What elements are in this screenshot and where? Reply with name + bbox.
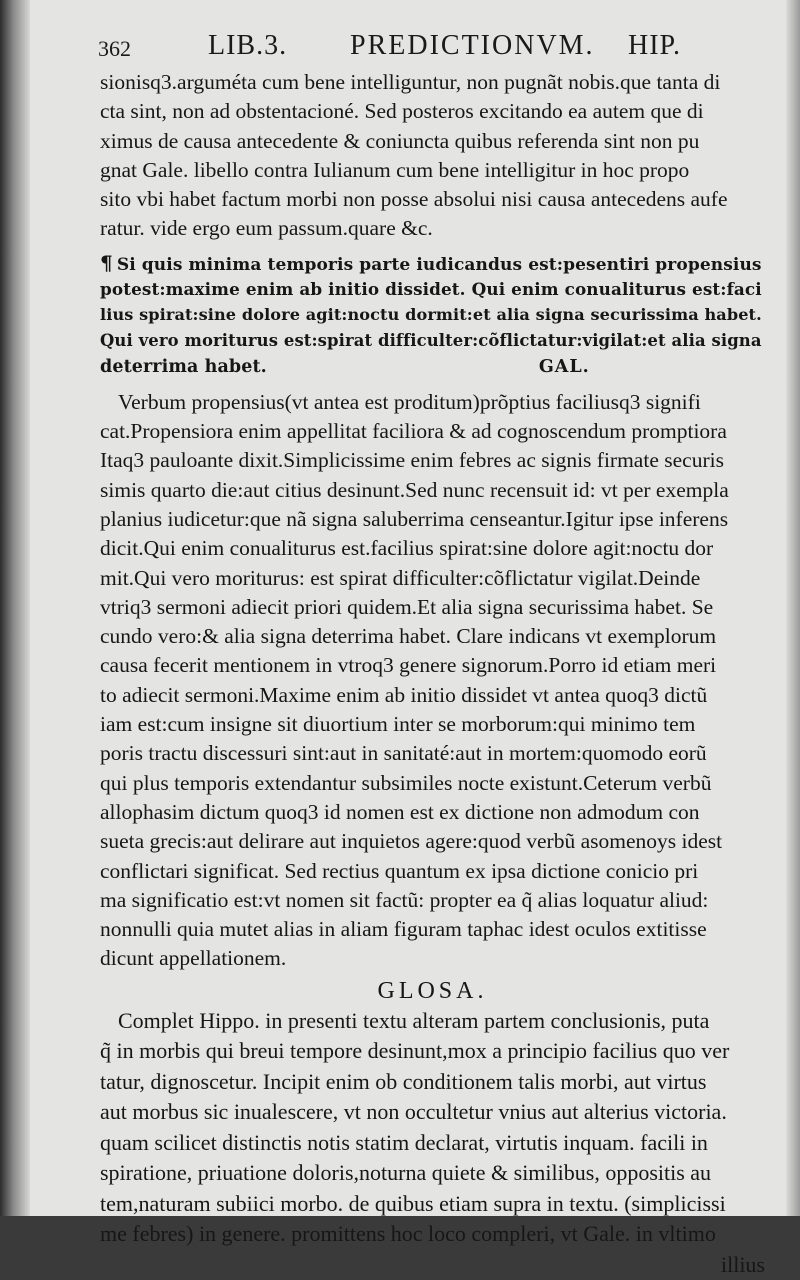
text-line: sionisq3.arguméta cum bene intelliguntur, non pugnãt nobis.que tanta di [100, 70, 721, 94]
text-line: Complet Hippo. in presenti textu alteram partem conclusionis, puta [118, 1007, 710, 1033]
section-label: HIP. [628, 30, 682, 61]
catchword: illius [720, 1251, 765, 1277]
text-line: planius iudicetur:que nã signa saluberrima censeantur.Igitur ipse inferens [100, 506, 729, 531]
aphorism-line: potest:maxime enim ab initio dissidet. Qui enim conualiturus est:faci [100, 278, 762, 299]
text-line: ximus de causa antecedente & coniuncta quibus referenda sint non pu [100, 128, 700, 153]
text-line: dicit.Qui enim conualiturus est.facilius spirat:sine dolore agit:noctu dor [100, 536, 714, 561]
glosa-heading: GLOSA. [377, 977, 488, 1004]
text-line: Itaq3 pauloante dixit.Simplicissime enim febres ac signis firmate securis [100, 448, 724, 473]
text-line: dicunt appellationem. [100, 946, 287, 971]
aphorism-line: deterrima habet. GAL. [100, 356, 590, 377]
text-line: tem,naturam subiici morbo. de quibus etiam supra in textu. (simplicissi [100, 1190, 726, 1216]
text-line: conflictari significat. Sed rectius quantum ex ipsa dictione conicio pri [100, 858, 699, 883]
text-line: iam est:cum insigne sit diuortium inter se morborum:qui minimo tem [100, 712, 696, 737]
text-line: Verbum propensius(vt antea est proditum)prõptius faciliusq3 signifi [118, 389, 701, 414]
text-line: tatur, dignoscetur. Incipit enim ob conditionem talis morbi, aut virtus [100, 1068, 707, 1094]
running-header [98, 30, 698, 70]
text-line: causa fecerit mentionem in vtroq3 genere signorum.Porro id etiam meri [100, 653, 717, 678]
text-line: aut morbus sic inualescere, vt non occultetur vnius aut alterius victoria. [100, 1099, 727, 1125]
text-line: gnat Gale. libello contra Iulianum cum bene intelligitur in hoc propo [100, 157, 690, 182]
page-edge-shadow [786, 0, 800, 1216]
text-line: poris tractu discessuri sint:aut in sanitaté:aut in mortem:quomodo eorũ [100, 741, 707, 766]
text-line: nonnulli quia mutet alias in aliam figuram taphac idest oculos extitisse [100, 917, 707, 942]
text-line: mit.Qui vero moriturus: est spirat difficulter:cõflictatur vigilat.Deinde [100, 565, 701, 590]
text-line: q̃ in morbis qui breui tempore desinunt,mox a principio facilius quo ver [100, 1038, 730, 1064]
text-line: ratur. vide ergo eum passum.quare &c. [100, 216, 433, 241]
text-line: spiratione, priuatione doloris,noturna quiete & similibus, oppositis au [100, 1160, 712, 1186]
text-block [100, 68, 765, 1280]
text-line: sueta grecis:aut delirare aut inquietos agere:quod verbũ asomenoys idest [100, 829, 723, 854]
book-number: LIB.3. [208, 30, 288, 61]
intro-paragraph [100, 68, 765, 244]
text-line: cat.Propensiora enim appellitat faciliora & ad cognoscendum promptiora [100, 419, 727, 444]
text-line: qui plus temporis extendantur subsimiles nocte existunt.Ceterum verbũ [100, 770, 712, 795]
text-line: sito vbi habet factum morbi non posse absolui nisi causa antecedens aufe [100, 187, 728, 212]
folio-number: 362 [98, 36, 131, 61]
aphorism-line: Qui vero moriturus est:spirat difficulter:cõflictatur:vigilat:et alia signa [100, 330, 762, 350]
glosa-paragraph [100, 1006, 765, 1280]
text-line: ma significatio est:vt nomen sit factũ: propter ea q̃ alias loquatur aliud: [100, 887, 709, 912]
commentary-paragraph [100, 388, 765, 974]
aphorism-line: lius spirat:sine dolore agit:noctu dormit:et alia signa securissima habet. [100, 304, 762, 324]
text-line: cta sint, non ad obstentacioné. Sed posteros excitando ea autem que di [100, 99, 704, 124]
text-line: simis quarto die:aut citius desinunt.Sed nunc recensuit id: vt per exempla [100, 477, 729, 502]
text-line: cundo vero:& alia signa deterrima habet. Clare indicans vt exemplorum [100, 624, 717, 649]
binding-gutter-shadow [0, 0, 30, 1216]
text-line: vtriq3 sermoni adiecit priori quidem.Et alia signa securissima habet. Se [100, 594, 714, 619]
text-line: me febres) in genere. promittens hoc loco compleri, vt Gale. in vltimo [100, 1221, 716, 1247]
aphorism-line: ¶ Si quis minima temporis parte iudicandus est:pesentiri propensius [100, 250, 762, 275]
author-signature: GAL. [538, 356, 590, 377]
pilcrow-mark: ¶ [100, 250, 113, 275]
text-line: quam scilicet distinctis notis statim declarat, virtutis inquam. facili in [100, 1129, 708, 1155]
running-title: PREDICTIONVM. [350, 30, 595, 61]
aphorism-block [100, 250, 765, 380]
text-line: allophasim dictum quoq3 id nomen est ex dictione non admodum con [100, 799, 700, 824]
text-line: to adiecit sermoni.Maxime enim ab initio dissidet vt antea quoq3 dictũ [100, 682, 708, 707]
